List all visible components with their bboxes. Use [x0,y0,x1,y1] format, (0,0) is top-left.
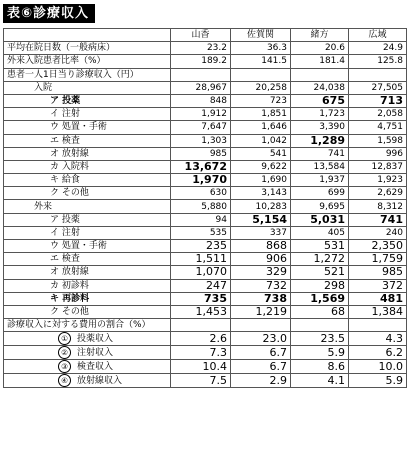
value-cell: 372 [349,279,407,292]
table-row [4,147,407,160]
row-label [4,68,171,81]
value-cell: 1,937 [291,174,349,187]
row-label [4,266,171,279]
value-cell: 6.2 [349,346,407,360]
value-cell: 4.1 [291,374,349,388]
row-label-text: 放射線収入 [77,376,123,387]
value-cell: 181.4 [291,55,349,68]
value-cell: 240 [349,226,407,239]
value-cell: 1,453 [171,305,231,318]
row-label-text: イ 注射 [50,227,80,238]
table-row [4,108,407,121]
value-cell [171,319,231,332]
value-cell: 2,058 [349,108,407,121]
value-cell: 4,751 [349,121,407,134]
row-label [4,81,171,94]
value-cell: 738 [231,292,291,305]
row-label [4,108,171,121]
value-cell: 27,505 [349,81,407,94]
value-cell: 141.5 [231,55,291,68]
table-row [4,332,407,346]
value-cell: 12,837 [349,160,407,173]
value-cell: 2.9 [231,374,291,388]
row-label [4,292,171,305]
table-body [4,42,407,388]
value-cell: 1,912 [171,108,231,121]
row-label [4,332,171,346]
value-cell: 10,283 [231,200,291,213]
value-cell: 23.2 [171,42,231,55]
row-label-text: ア 投薬 [50,96,81,107]
value-cell: 1,272 [291,253,349,266]
value-cell: 24.9 [349,42,407,55]
table-row [4,42,407,55]
row-label-text: カ 入院料 [50,161,89,172]
row-label [4,346,171,360]
table-row [4,240,407,253]
table-row [4,81,407,94]
row-label-text: 外来入院患者比率（%） [7,56,106,67]
value-cell: 1,511 [171,253,231,266]
row-label [4,187,171,200]
value-cell: 20,258 [231,81,291,94]
value-cell: 713 [349,94,407,107]
row-label-text: ウ 処置・手術 [50,122,107,133]
header-cell-yamaga: 山香 [171,29,231,42]
value-cell: 1,598 [349,134,407,147]
table-row [4,253,407,266]
value-cell: 23.5 [291,332,349,346]
value-cell [291,68,349,81]
value-cell: 235 [171,240,231,253]
value-cell: 848 [171,94,231,107]
value-cell: 481 [349,292,407,305]
value-cell: 5,031 [291,213,349,226]
section-row [4,319,407,332]
value-cell: 7.5 [171,374,231,388]
table-row [4,360,407,374]
table-row [4,374,407,388]
value-cell: 1,384 [349,305,407,318]
value-cell: 1,923 [349,174,407,187]
value-cell: 906 [231,253,291,266]
value-cell: 189.2 [171,55,231,68]
value-cell: 7.3 [171,346,231,360]
value-cell: 1,070 [171,266,231,279]
row-label-text: オ 放射線 [50,267,89,278]
value-cell: 985 [171,147,231,160]
value-cell: 630 [171,187,231,200]
value-cell: 868 [231,240,291,253]
row-label [4,121,171,134]
value-cell [349,319,407,332]
row-label [4,147,171,160]
row-label-text: 投薬収入 [77,334,114,345]
circled-number-marker: ① [58,332,71,345]
value-cell: 1,690 [231,174,291,187]
table-row [4,94,407,107]
table-row [4,305,407,318]
value-cell: 723 [231,94,291,107]
value-cell: 298 [291,279,349,292]
row-label-text: エ 検査 [50,254,80,265]
row-label-text: キ 再診料 [50,293,90,304]
row-label [4,213,171,226]
row-label-text: 外来 [34,201,53,212]
value-cell: 2,629 [349,187,407,200]
row-label [4,94,171,107]
header-cell [4,29,171,42]
value-cell: 741 [349,213,407,226]
row-label [4,240,171,253]
value-cell: 996 [349,147,407,160]
value-cell: 5,154 [231,213,291,226]
value-cell: 1,723 [291,108,349,121]
value-cell: 94 [171,213,231,226]
row-label [4,319,171,332]
row-label [4,200,171,213]
clinical-revenue-table [3,28,407,388]
row-label-text: 注射収入 [77,348,114,359]
value-cell: 1,042 [231,134,291,147]
value-cell: 68 [291,305,349,318]
row-label [4,134,171,147]
value-cell: 13,672 [171,160,231,173]
value-cell: 8,312 [349,200,407,213]
circled-number-marker: ④ [58,374,71,387]
value-cell: 337 [231,226,291,239]
header-cell-ogata: 緒方 [291,29,349,42]
row-label-text: ク その他 [50,307,89,318]
row-label-text: 平均在院日数（一般病床） [7,43,116,54]
row-label [4,305,171,318]
row-label-text: ウ 処置・手術 [50,241,107,252]
value-cell [291,319,349,332]
value-cell [171,68,231,81]
value-cell: 5.9 [349,374,407,388]
circled-number-marker: ② [58,346,71,359]
row-label-text: カ 初診料 [50,280,89,291]
row-label [4,253,171,266]
header-cell-regional: 広域 [349,29,407,42]
row-label-text: 患者一人1日当り診療収入（円） [7,69,139,80]
table-row [4,134,407,147]
row-label-text: オ 放射線 [50,148,89,159]
value-cell: 1,289 [291,134,349,147]
value-cell: 521 [291,266,349,279]
row-label-text: キ 給食 [50,175,80,186]
value-cell: 531 [291,240,349,253]
value-cell: 8.6 [291,360,349,374]
circled-number-marker: ③ [58,360,71,373]
value-cell: 1,970 [171,174,231,187]
value-cell: 5,880 [171,200,231,213]
table-row [4,121,407,134]
value-cell: 6.7 [231,360,291,374]
value-cell: 9,695 [291,200,349,213]
value-cell: 741 [291,147,349,160]
row-label-text: 検査収入 [77,362,114,373]
page-title: 表⑥診療収入 [3,4,95,23]
table-row [4,187,407,200]
value-cell: 735 [171,292,231,305]
row-label-text: イ 注射 [50,109,80,120]
value-cell: 541 [231,147,291,160]
table-row [4,213,407,226]
table-row [4,279,407,292]
value-cell: 23.0 [231,332,291,346]
row-label [4,374,171,388]
value-cell: 4.3 [349,332,407,346]
value-cell: 2.6 [171,332,231,346]
value-cell: 699 [291,187,349,200]
table-row [4,226,407,239]
value-cell: 732 [231,279,291,292]
value-cell: 10.0 [349,360,407,374]
row-label [4,42,171,55]
value-cell: 36.3 [231,42,291,55]
value-cell: 535 [171,226,231,239]
value-cell [231,319,291,332]
value-cell: 675 [291,94,349,107]
row-label [4,160,171,173]
value-cell: 3,143 [231,187,291,200]
table-row [4,200,407,213]
value-cell: 20.6 [291,42,349,55]
value-cell: 13,584 [291,160,349,173]
value-cell: 1,569 [291,292,349,305]
value-cell: 2,350 [349,240,407,253]
row-label-text: 診療収入に対する費用の割合（%） [7,320,151,331]
value-cell: 1,219 [231,305,291,318]
value-cell [231,68,291,81]
value-cell: 1,646 [231,121,291,134]
row-label [4,279,171,292]
value-cell: 247 [171,279,231,292]
row-label [4,226,171,239]
value-cell [349,68,407,81]
header-row [4,29,407,42]
value-cell: 329 [231,266,291,279]
value-cell: 10.4 [171,360,231,374]
value-cell: 1,851 [231,108,291,121]
header-cell-saganoseki: 佐賀関 [231,29,291,42]
table-row [4,346,407,360]
row-label [4,55,171,68]
value-cell: 28,967 [171,81,231,94]
value-cell: 9,622 [231,160,291,173]
value-cell: 6.7 [231,346,291,360]
value-cell: 125.8 [349,55,407,68]
row-label [4,174,171,187]
value-cell: 1,303 [171,134,231,147]
value-cell: 3,390 [291,121,349,134]
table-row [4,292,407,305]
row-label [4,360,171,374]
row-label-text: ア 投薬 [50,214,80,225]
value-cell: 985 [349,266,407,279]
table-row [4,266,407,279]
row-label-text: エ 検査 [50,135,80,146]
table-row [4,55,407,68]
value-cell: 5.9 [291,346,349,360]
value-cell: 24,038 [291,81,349,94]
table-row [4,174,407,187]
row-label-text: 入院 [34,82,53,93]
section-row [4,68,407,81]
row-label-text: ク その他 [50,188,89,199]
value-cell: 405 [291,226,349,239]
table-row [4,160,407,173]
value-cell: 1,759 [349,253,407,266]
value-cell: 7,647 [171,121,231,134]
